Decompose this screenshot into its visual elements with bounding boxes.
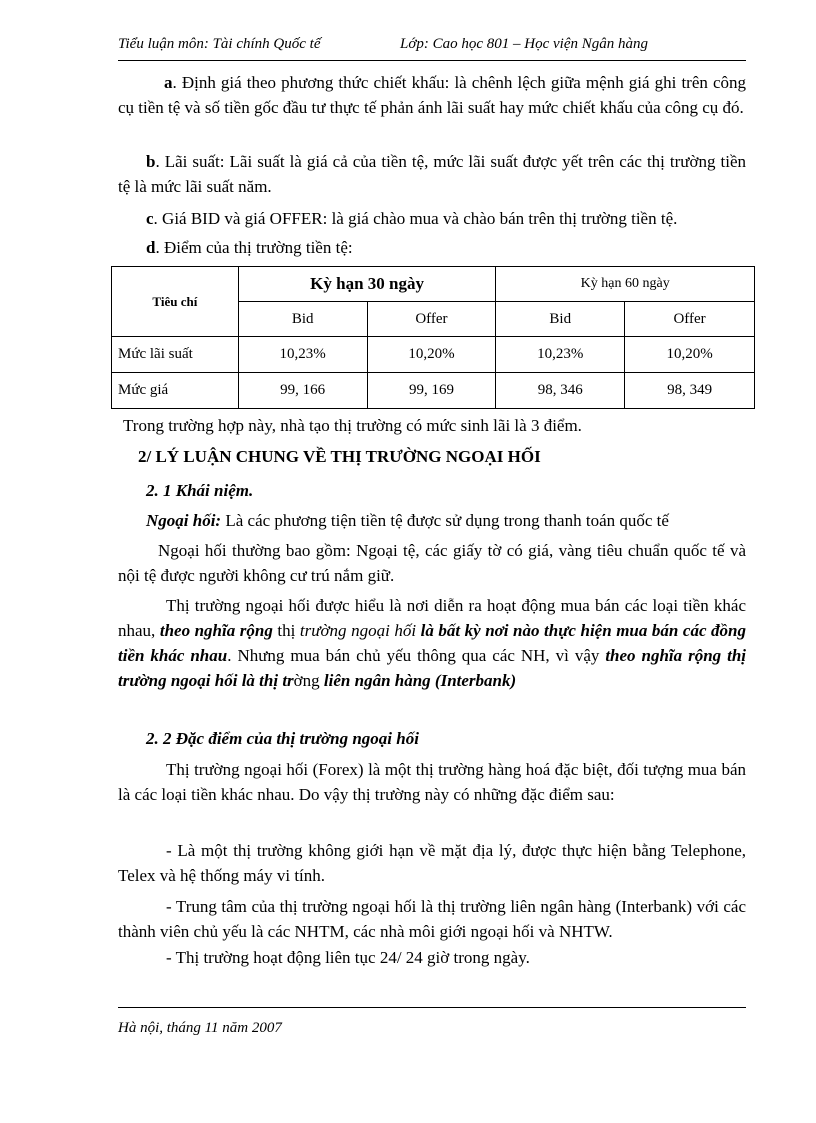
row-label: Mức giá [112,373,239,409]
cell-offer30: 10,20% [367,337,496,373]
paragraph-a [118,70,746,120]
cell-offer30: 99, 169 [367,373,496,409]
paragraph-d [146,235,746,260]
market-text-3: thị [272,621,300,640]
cell-bid30: 10,23% [238,337,367,373]
paragraph-market [118,593,746,693]
header-term-60: Kỳ hạn 60 ngày [496,267,755,302]
page-header [118,36,746,58]
market-text-4: trường ngoại hối [299,621,417,640]
definition-term: Ngoại hối: [146,511,222,530]
market-text-9: liên ngân hàng (Interbank) [319,671,517,690]
money-market-table [111,266,755,409]
label-b: b [146,152,156,171]
header-term-30: Kỳ hạn 30 ngày [238,267,496,302]
bullet-2: - Trung tâm của thị trường ngoại hối là thị trường liên ngân hàng (Interbank) với các thành viên chủ yếu là các NHTM, các nhà môi giới ngoại hối và NHTW. [118,897,746,941]
definition-paragraph [146,508,756,533]
after-table-text: Trong trường hợp này, nhà tạo thị trường có mức sinh lãi là 3 điểm. [123,416,582,435]
subsection-2-2-title: 2. 2 Đặc điểm của thị trường ngoại hối [146,729,419,748]
cell-offer60: 10,20% [625,337,755,373]
subsection-2-1-title: 2. 1 Khái niệm. [146,481,254,500]
market-text-6: . Nhưng mua bán chủ yếu thông qua các NH, vì vậy [227,646,606,665]
table-row [112,373,755,409]
market-text-5: là bất kỳ nơi nào thực hiện mua bán các đồng tiền khác nhau [118,621,746,665]
paragraph-includes: Ngoại hối thường bao gồm: Ngoại tệ, các giấy tờ có giá, vàng tiêu chuẩn quốc tế và nội tệ được người không cư trú nắm giữ. [118,541,746,585]
text-d: . Điểm của thị trường tiền tệ: [155,238,353,257]
bullet-3: - Thị trường hoạt động liên tục 24/ 24 giờ trong ngày. [166,948,530,967]
text-b: . Lãi suất: Lãi suất là giá cả của tiền tệ, mức lãi suất được yết trên các thị trường tiền tệ là mức lãi suất năm. [118,152,746,196]
cell-offer60: 98, 349 [625,373,755,409]
paragraph-forex: Thị trường ngoại hối (Forex) là một thị trường hàng hoá đặc biệt, đối tượng mua bán là các loại tiền khác nhau. Do vậy thị trường này có những đặc điểm sau: [118,760,746,804]
header-class: Lớp: Cao học 801 – Học viện Ngân hàng [400,36,648,52]
footer-rule [118,1007,746,1008]
paragraph-b [118,149,746,199]
bullet-1: - Là một thị trường không giới hạn về mặt địa lý, được thực hiện bằng Telephone, Telex và hệ thống máy vi tính. [118,841,746,885]
table-row [112,337,755,373]
market-text-2: theo nghĩa rộng [159,621,273,640]
header-offer-60: Offer [625,302,755,337]
table-header-row [112,267,755,302]
cell-bid60: 98, 346 [496,373,625,409]
market-text-1: Thị trường ngoại hối được hiểu là nơi diễn ra hoạt động mua bán các loại tiền khác nhau, [118,596,746,640]
cell-bid60: 10,23% [496,337,625,373]
header-rule [118,60,746,61]
label-d: d [146,238,156,257]
page-footer: Hà nội, tháng 11 năm 2007 [118,1020,282,1036]
definition-text: Là các phương tiện tiền tệ được sử dụng trong thanh toán quốc tế [221,511,669,530]
header-bid-60: Bid [496,302,625,337]
market-text-7: theo nghĩa rộng thị trường ngoại hối là thị tr [118,646,747,690]
row-label: Mức lãi suất [112,337,239,373]
header-bid-30: Bid [238,302,367,337]
header-criteria: Tiêu chí [112,267,239,337]
text-a: . Định giá theo phương thức chiết khấu: là chênh lệch giữa mệnh giá ghi trên công cụ tiền tệ và số tiền gốc đầu tư thực tế phản ánh lãi suất hay mức chiết khấu của công cụ đó. [118,73,746,117]
label-c: c [146,209,154,228]
section-2-title: 2/ LÝ LUẬN CHUNG VỀ THỊ TRƯỜNG NGOẠI HỐI [138,447,541,466]
label-a: a [164,73,173,92]
paragraph-c [146,206,756,231]
header-course: Tiểu luận môn: Tài chính Quốc tế [118,36,321,52]
cell-bid30: 99, 166 [238,373,367,409]
header-offer-30: Offer [367,302,496,337]
market-text-8: ờng [293,671,320,690]
text-c: . Giá BID và giá OFFER: là giá chào mua và chào bán trên thị trường tiền tệ. [153,209,678,228]
